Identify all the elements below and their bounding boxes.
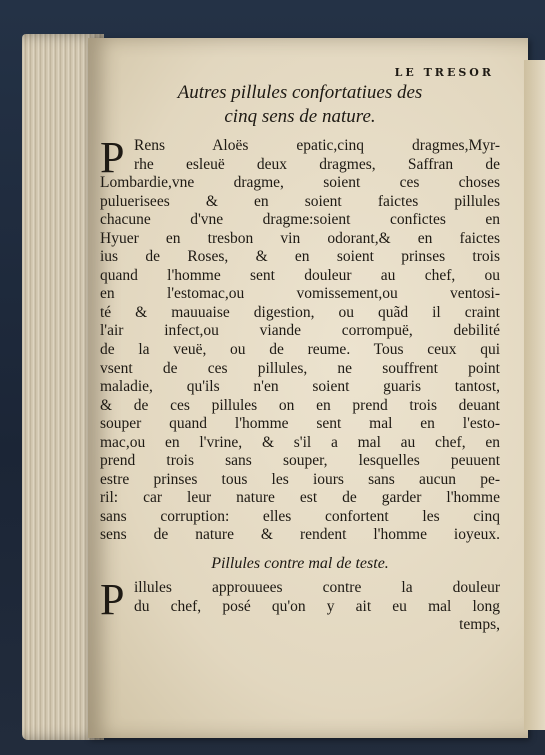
text-line: sans corruption: elles confortent les cinq (100, 507, 500, 525)
text-line: souper quand l'homme sent mal en l'esto- (100, 415, 500, 433)
text-line: ril: car leur nature est de garder l'homme (100, 489, 500, 507)
text-line: prend trois sans souper, lesquelles peuuent (100, 452, 500, 470)
text-line: Rens Aloës epatic,cinq dragmes,Myr- (134, 137, 500, 154)
heading-line-2: cinq sens de nature. (224, 106, 376, 127)
text-line: quand l'homme sent douleur au chef, ou (100, 266, 500, 284)
text-line: té & mauuaise digestion, ou quãd il craint (100, 303, 500, 321)
text-line: maladie, qu'ils n'en soient guaris tantost, (100, 378, 500, 396)
text-line: & de ces pillules on en prend trois deuant (100, 396, 500, 414)
heading-line-1: Autres pillules confortatiues des (177, 82, 423, 103)
text-line: illules approuuees contre la douleur (134, 579, 500, 597)
text-line: en l'estomac,ou vomissement,ou ventosi- (100, 285, 500, 303)
section-2-body (100, 575, 500, 635)
next-page-edge (524, 60, 545, 730)
text-line: l'air infect,ou viande corrompuë, debilité (100, 322, 500, 340)
running-head: LE TRESOR (394, 66, 494, 79)
text-line: puluerisees & en soient faictes pillules (100, 192, 500, 210)
text-line: chacune d'vne dragme:soient confictes en (100, 211, 500, 229)
text-line: mac,ou en l'vrine, & s'il a mal au chef, en (100, 433, 500, 451)
drop-cap: P (100, 575, 125, 625)
section-heading: Pillules contre mal de teste. (211, 555, 389, 573)
text-line: ius de Roses, & en soient prinses trois (100, 248, 500, 266)
text-line: vsent de ces pillules, ne souffrent point (100, 359, 500, 377)
text-line: de la veuë, ou de reume. Tous ceux qui (100, 341, 500, 359)
text-line: estre prinses tous les iours sans aucun pe- (100, 470, 500, 488)
section-1-body (100, 133, 500, 545)
catchword: temps, (459, 616, 500, 634)
chapter-heading (100, 81, 500, 129)
text-line: Lombardie,vne dragme, soient ces choses (100, 174, 500, 192)
drop-cap: P (100, 133, 125, 182)
text-line: du chef, posé qu'on y ait eu mal long (134, 597, 500, 615)
text-line: sens de nature & rendent l'homme ioyeux. (100, 526, 500, 544)
page-text (100, 66, 500, 635)
text-line: rhe esleuë deux dragmes, Saffran de (134, 155, 500, 173)
text-line: Hyuer en tresbon vin odorant,& en faictes (100, 229, 500, 247)
